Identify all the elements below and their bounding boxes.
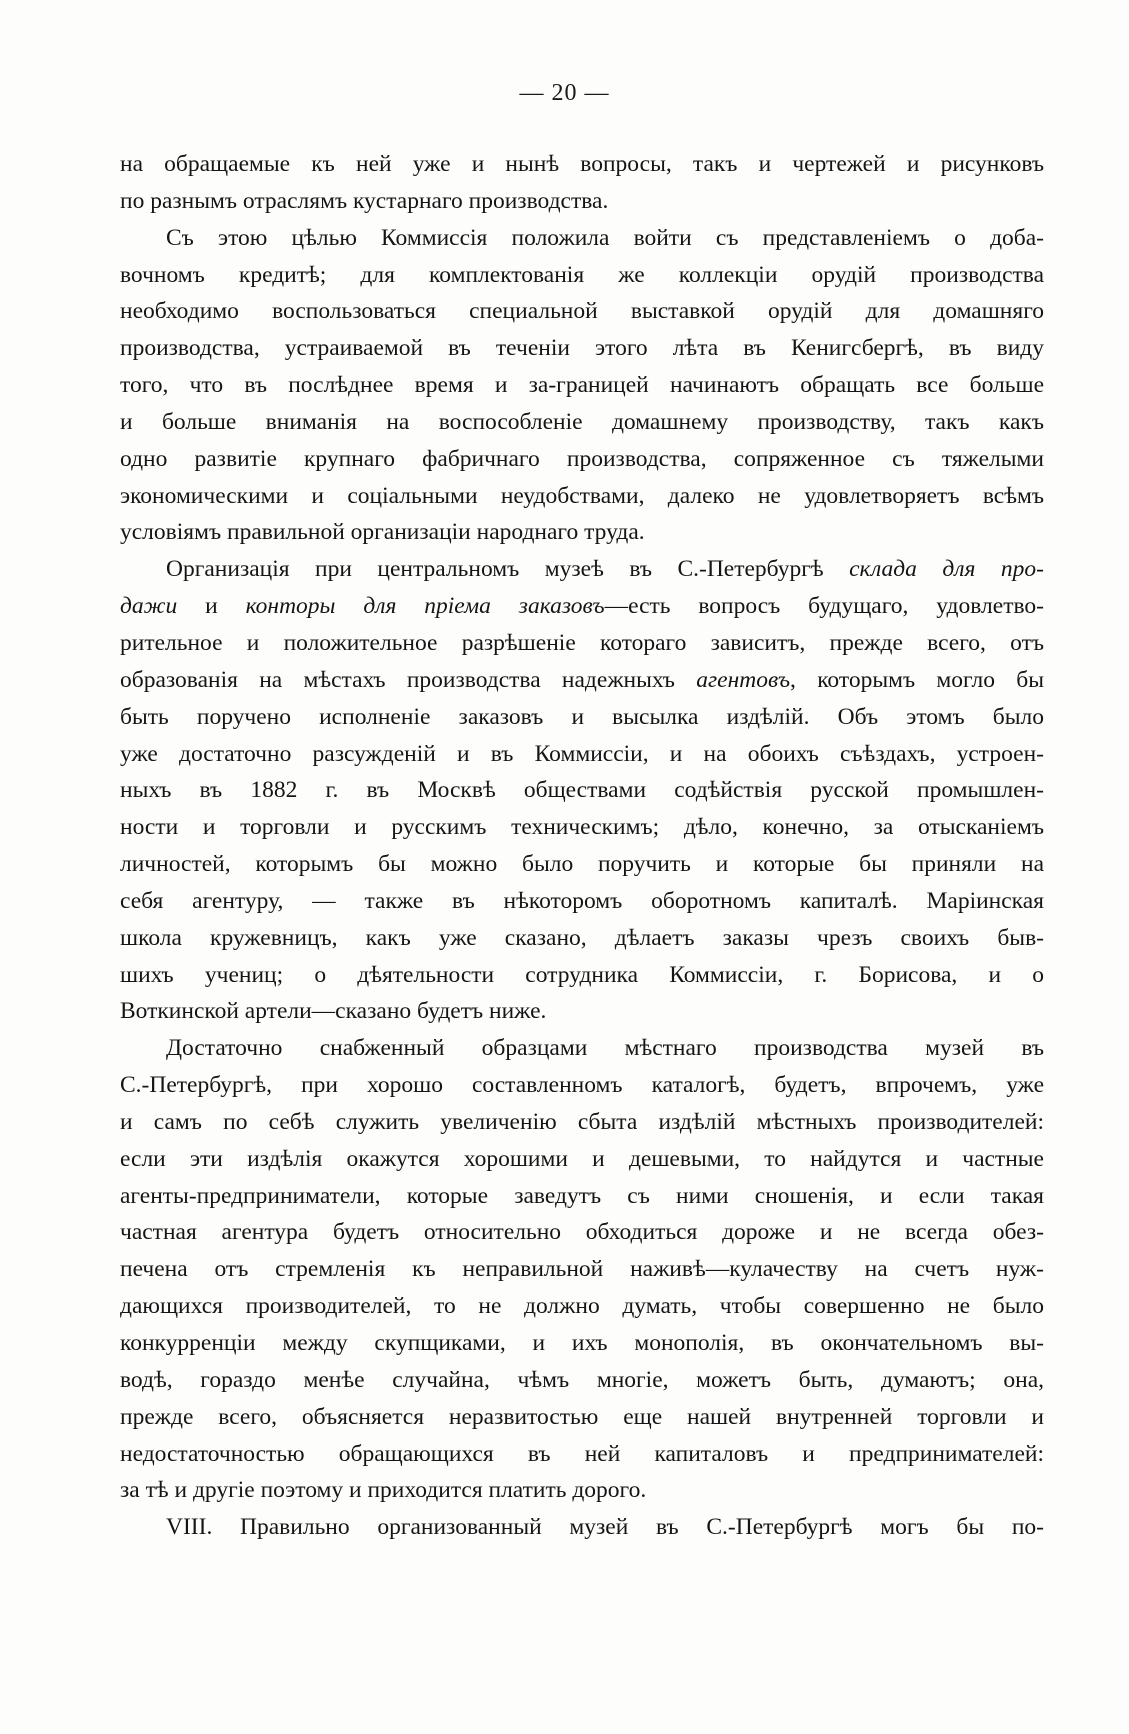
- text-line: [120, 1362, 1044, 1399]
- text-segment: экономическими и соціальными неудобствами, далеко не удовлетворяетъ всѣмъ: [120, 482, 1044, 509]
- italic-text-segment: дажи: [120, 593, 178, 620]
- text-segment: вочномъ кредитѣ; для комплектованія же коллекціи орудій производства: [120, 261, 1044, 288]
- text-segment: уже достаточно разсужденій и въ Коммиссіи, и на обоихъ съѣздахъ, устроен-: [120, 740, 1044, 767]
- text-line: [120, 404, 1044, 441]
- text-segment: производства, устраиваемой въ теченіи этого лѣта въ Кенигсбергѣ, въ виду: [120, 335, 1044, 362]
- italic-text-segment: склада для про-: [849, 556, 1044, 583]
- text-segment: недостаточностью обращающихся въ ней капиталовъ и предпринимателей:: [120, 1440, 1044, 1467]
- text-line: [120, 1288, 1044, 1325]
- text-segment: быть поручено исполненіе заказовъ и высылка издѣлій. Объ этомъ было: [120, 703, 1044, 730]
- text-line: [120, 1067, 1044, 1104]
- text-line: [120, 478, 1044, 515]
- text-line: [120, 220, 1044, 257]
- text-segment: Воткинской артели—сказано будетъ ниже.: [120, 998, 547, 1025]
- text-line: [120, 367, 1044, 404]
- text-segment: конкурренціи между скупщиками, и ихъ монополія, въ окончательномъ вы-: [120, 1330, 1044, 1356]
- text-segment: если эти издѣлія окажутся хорошими и дешевыми, то найдутся и частные: [120, 1145, 1044, 1172]
- text-segment: на обращаемые къ ней уже и нынѣ вопросы, такъ и чертежей и рисунковъ: [120, 151, 1044, 177]
- text-line: [120, 1509, 1044, 1546]
- text-segment: рительное и положительное разрѣшеніе котораго зависитъ, прежде всего, отъ: [120, 629, 1044, 656]
- text-line: [120, 1104, 1044, 1141]
- text-line: [120, 330, 1044, 367]
- text-segment: , которымъ могло бы: [790, 666, 1044, 693]
- text-line: [120, 1436, 1044, 1473]
- text-line: [120, 809, 1044, 846]
- text-line: [120, 551, 1044, 588]
- text-segment: шихъ учениц; о дѣятельности сотрудника Коммиссіи, г. Борисова, и о: [120, 961, 1044, 988]
- text-line: [120, 883, 1044, 920]
- body-text: [120, 146, 1044, 1546]
- text-segment: условіямъ правильной организаціи народнаго труда.: [120, 519, 645, 546]
- text-segment: школа кружевницъ, какъ уже сказано, дѣлаетъ заказы чрезъ своихъ быв-: [120, 924, 1044, 951]
- text-segment: и больше вниманія на воспособленіе домашнему производству, такъ какъ: [120, 408, 1044, 435]
- text-line: [120, 772, 1044, 809]
- text-segment: того, что въ послѣднее время и за-границей начинаютъ обращать все больше: [120, 372, 1044, 399]
- text-segment: С.-Петербургѣ, при хорошо составленномъ каталогѣ, будетъ, впрочемъ, уже: [120, 1072, 1044, 1099]
- text-line: [120, 1472, 1044, 1509]
- text-line: [120, 662, 1044, 699]
- text-line: [120, 736, 1044, 773]
- text-segment: и самъ по себѣ служить увеличенію сбыта издѣлій мѣстныхъ производителей:: [120, 1108, 1044, 1135]
- text-segment: за тѣ и другіе поэтому и приходится платить дорого.: [120, 1477, 647, 1504]
- text-segment: образованія на мѣстахъ производства надежныхъ: [120, 666, 697, 693]
- text-segment: необходимо воспользоваться специальной выставкой орудій для домашняго: [120, 298, 1044, 325]
- text-segment: частная агентура будетъ относительно обходиться дороже и не всегда обез-: [120, 1219, 1044, 1246]
- text-segment: и: [177, 593, 246, 620]
- text-segment: одно развитіе крупнаго фабричнаго производства, сопряженное съ тяжелыми: [120, 445, 1044, 472]
- text-line: [120, 957, 1044, 994]
- text-segment: по разнымъ отраслямъ кустарнаго производства.: [120, 187, 609, 214]
- text-line: [120, 920, 1044, 957]
- text-line: [120, 441, 1044, 478]
- text-segment: печена отъ стремленія къ неправильной наживѣ—кулачеству на счетъ нуж-: [120, 1256, 1044, 1283]
- text-line: [120, 514, 1044, 551]
- text-line: [120, 1178, 1044, 1215]
- text-line: [120, 846, 1044, 883]
- text-segment: прежде всего, объясняется неразвитостью еще нашей внутренней торговли и: [120, 1403, 1044, 1430]
- text-segment: —есть вопросъ будущаго, удовлетво-: [604, 593, 1044, 620]
- italic-text-segment: конторы для пріема заказовъ: [245, 593, 605, 620]
- text-segment: ности и торговли и русскимъ техническимъ; дѣло, конечно, за отысканіемъ: [120, 814, 1044, 841]
- text-segment: Съ этою цѣлью Коммиссія положила войти съ представленіемъ о доба-: [166, 224, 1044, 251]
- text-segment: дающихся производителей, то не должно думать, чтобы совершенно не было: [120, 1293, 1044, 1320]
- text-line: [120, 1399, 1044, 1436]
- text-line: [120, 1141, 1044, 1178]
- text-segment: VIII. Правильно организованный музей въ С.-Петербургѣ могъ бы по-: [166, 1514, 1044, 1541]
- text-line: [120, 146, 1044, 183]
- text-line: [120, 1030, 1044, 1067]
- text-segment: ныхъ въ 1882 г. въ Москвѣ обществами содѣйствія русской промышлен-: [120, 777, 1044, 804]
- text-line: [120, 1251, 1044, 1288]
- text-segment: водѣ, гораздо менѣе случайна, чѣмъ многіе, можетъ быть, думаютъ; она,: [120, 1366, 1044, 1393]
- text-line: [120, 183, 1044, 220]
- text-line: [120, 1325, 1044, 1362]
- text-line: [120, 588, 1044, 625]
- text-line: [120, 293, 1044, 330]
- text-segment: себя агентуру, — также въ нѣкоторомъ оборотномъ капиталѣ. Маріинская: [120, 887, 1044, 914]
- text-line: [120, 625, 1044, 662]
- text-line: [120, 993, 1044, 1030]
- text-line: [120, 699, 1044, 736]
- text-segment: агенты-предприниматели, которые заведутъ съ ними сношенія, и если такая: [120, 1182, 1044, 1209]
- text-segment: Организація при центральномъ музеѣ въ С.-Петербургѣ: [166, 556, 850, 583]
- page-number: — 20 —: [519, 80, 610, 106]
- italic-text-segment: агентовъ: [696, 666, 791, 693]
- text-line: [120, 1214, 1044, 1251]
- text-line: [120, 257, 1044, 294]
- text-segment: Достаточно снабженный образцами мѣстнаго производства музей въ: [166, 1035, 1044, 1062]
- text-segment: личностей, которымъ бы можно было поручить и которые бы приняли на: [120, 851, 1044, 878]
